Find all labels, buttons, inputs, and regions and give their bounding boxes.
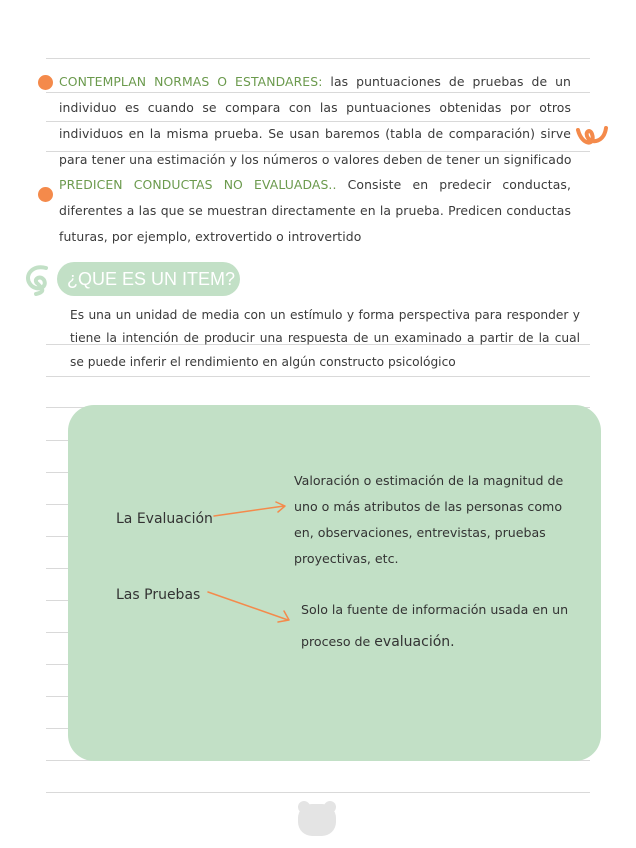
item-line1: Es una un unidad de media con un estímulo y forma perspectiva para responder y — [70, 308, 580, 322]
ruled-line — [46, 568, 68, 569]
ruled-line — [46, 472, 68, 473]
item-line2: tiene la intención de producir una respuesta de un examinado a partir de la cual — [70, 331, 580, 345]
ruled-line — [46, 440, 68, 441]
ruled-line — [46, 58, 590, 59]
section2-line3: futuras, por ejemplo, extrovertido o introvertido — [59, 229, 362, 244]
orange-bullet-icon — [38, 187, 53, 202]
pruebas-def-line1: Solo la fuente de información usada en un — [301, 602, 569, 617]
pruebas-def-line2 — [301, 633, 455, 651]
ruled-line — [46, 92, 590, 93]
green-swirl-icon — [22, 262, 52, 296]
arrow-right-icon — [212, 498, 292, 522]
ruled-line — [46, 696, 68, 697]
pruebas-def-line2-b: evaluación. — [374, 634, 455, 650]
arrow-right-icon — [206, 588, 296, 628]
ruled-line — [46, 536, 68, 537]
section1-line1 — [59, 73, 571, 91]
section2-line1 — [59, 176, 571, 194]
evaluacion-label: La Evaluación — [116, 511, 213, 527]
ruled-line — [46, 121, 590, 122]
bear-head-icon — [296, 798, 338, 838]
ruled-line — [46, 792, 590, 793]
definitions-card — [68, 405, 601, 761]
ruled-line — [46, 632, 68, 633]
section1-line3: individuos en la misma prueba. Se usan baremos (tabla de comparación) sirve — [59, 126, 571, 141]
ruled-line — [46, 600, 68, 601]
ruled-line — [46, 664, 68, 665]
evaluacion-def-line3: en, observaciones, entrevistas, pruebas — [294, 525, 546, 540]
section1-line2: individuo es cuando se compara con las puntuaciones obtenidas por otros — [59, 100, 571, 115]
item-section-title: ¿QUE ES UN ITEM? — [57, 262, 240, 296]
ruled-line — [46, 728, 68, 729]
orange-bullet-icon — [38, 75, 53, 90]
evaluacion-def-line4: proyectivas, etc. — [294, 551, 399, 566]
evaluacion-def-line1: Valoración o estimación de la magnitud de — [294, 473, 564, 488]
evaluacion-def-line2: uno o más atributos de las personas como — [294, 499, 563, 514]
section1-heading: CONTEMPLAN NORMAS O ESTANDARES: — [59, 74, 323, 89]
ruled-line — [46, 504, 68, 505]
section2-line1-text: Consiste en predecir conductas, — [347, 177, 571, 192]
pruebas-label: Las Pruebas — [116, 587, 201, 603]
item-line3: se puede inferir el rendimiento en algún constructo psicológico — [70, 355, 456, 369]
pruebas-def-line2-a: proceso de — [301, 634, 375, 649]
section2-heading: PREDICEN CONDUCTAS NO EVALUADAS.. — [59, 177, 337, 192]
section2-line2: diferentes a las que se muestran directamente en la prueba. Predicen conductas — [59, 203, 571, 218]
ruled-line — [46, 376, 590, 377]
section1-line1-text: las puntuaciones de pruebas de un — [330, 74, 571, 89]
orange-swirl-icon — [574, 120, 610, 150]
section1-line4: para tener una estimación y los números o valores deben de tener un significado — [59, 152, 572, 167]
